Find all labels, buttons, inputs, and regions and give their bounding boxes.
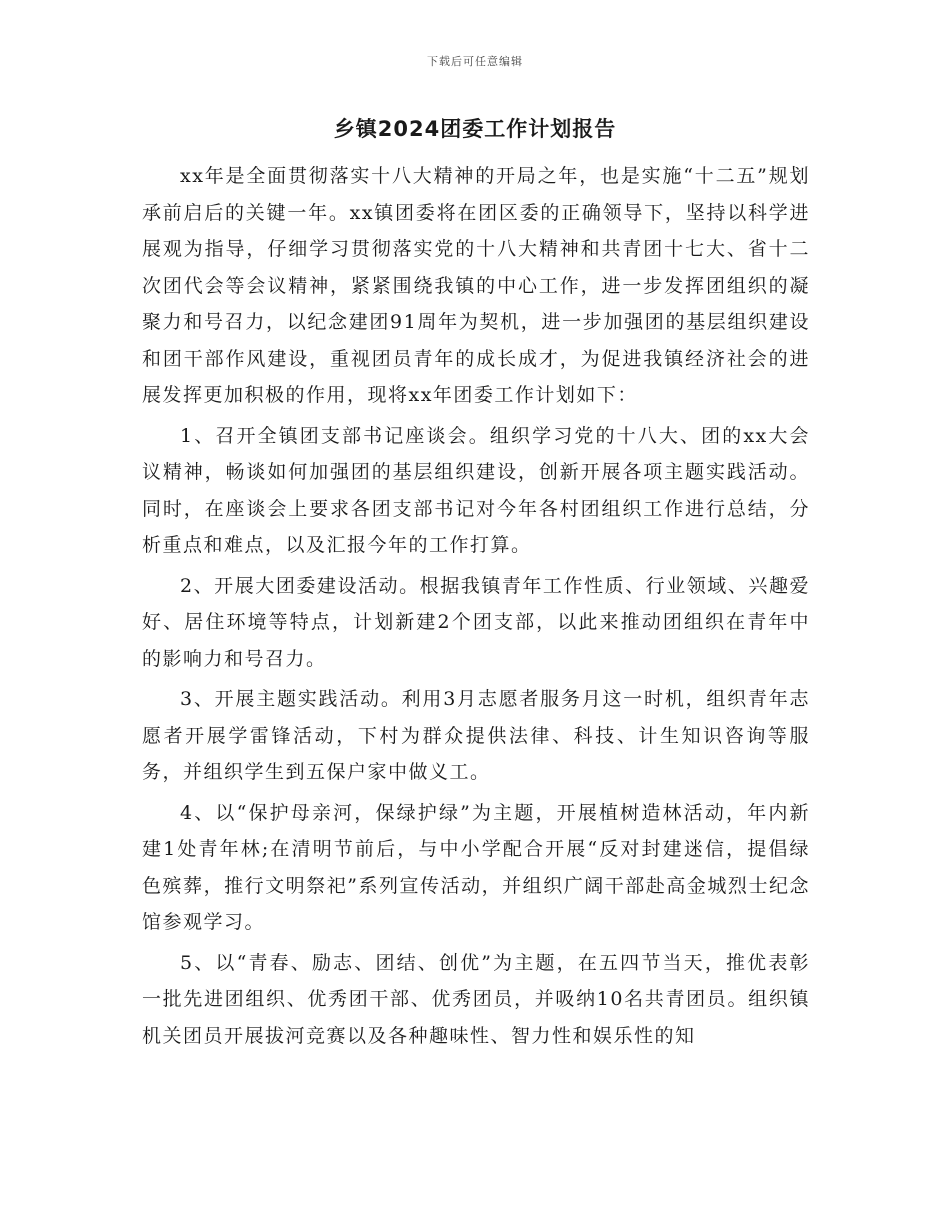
paragraph-item-3: 3、开展主题实践活动。利用3月志愿者服务月这一时机，组织青年志愿者开展学雷锋活动，下村为群众提供法律、科技、计生知识咨询等服务，并组织学生到五保户家中做义工。	[142, 688, 810, 783]
paragraph-item-2: 2、开展大团委建设活动。根据我镇青年工作性质、行业领域、兴趣爱好、居住环境等特点，计划新建2个团支部，以此来推动团组织在青年中的影响力和号召力。	[142, 574, 810, 670]
document-body	[142, 158, 810, 1058]
header-note: 下载后可任意编辑	[427, 55, 523, 68]
paragraph-intro: xx年是全面贯彻落实十八大精神的开局之年，也是实施“十二五”规划承前启后的关键一年。xx镇团委将在团区委的正确领导下，坚持以科学进展观为指导，仔细学习贯彻落实党的十八大精神和共青团十七大、省十二次团代会等会议精神，紧紧围绕我镇的中心工作，进一步发挥团组织的凝聚力和号召力，以纪念建团91周年为契机，进一步加强团的基层组织建设和团干部作风建设，重视团员青年的成长成才，为促进我镇经济社会的进展发挥更加积极的作用，现将xx年团委工作计划如下：	[142, 165, 810, 406]
paragraph-item-4: 4、以“保护母亲河，保绿护绿”为主题，开展植树造林活动，年内新建1处青年林;在清明节前后，与中小学配合开展“反对封建迷信，提倡绿色殡葬，推行文明祭祀”系列宣传活动，并组织广阔干部赴高金城烈士纪念馆参观学习。	[142, 801, 810, 933]
document-title: 乡镇2024团委工作计划报告	[333, 117, 617, 141]
paragraph-item-1: 1、召开全镇团支部书记座谈会。组织学习党的十八大、团的xx大会议精神，畅谈如何加强团的基层组织建设，创新开展各项主题实践活动。同时，在座谈会上要求各团支部书记对今年各村团组织工作进行总结，分析重点和难点，以及汇报今年的工作打算。	[142, 424, 810, 556]
paragraph-item-5: 5、以“青春、励志、团结、创优”为主题，在五四节当天，推优表彰一批先进团组织、优秀团干部、优秀团员，并吸纳10名共青团员。组织镇机关团员开展拔河竞赛以及各种趣味性、智力性和娱乐性的知	[142, 951, 810, 1047]
